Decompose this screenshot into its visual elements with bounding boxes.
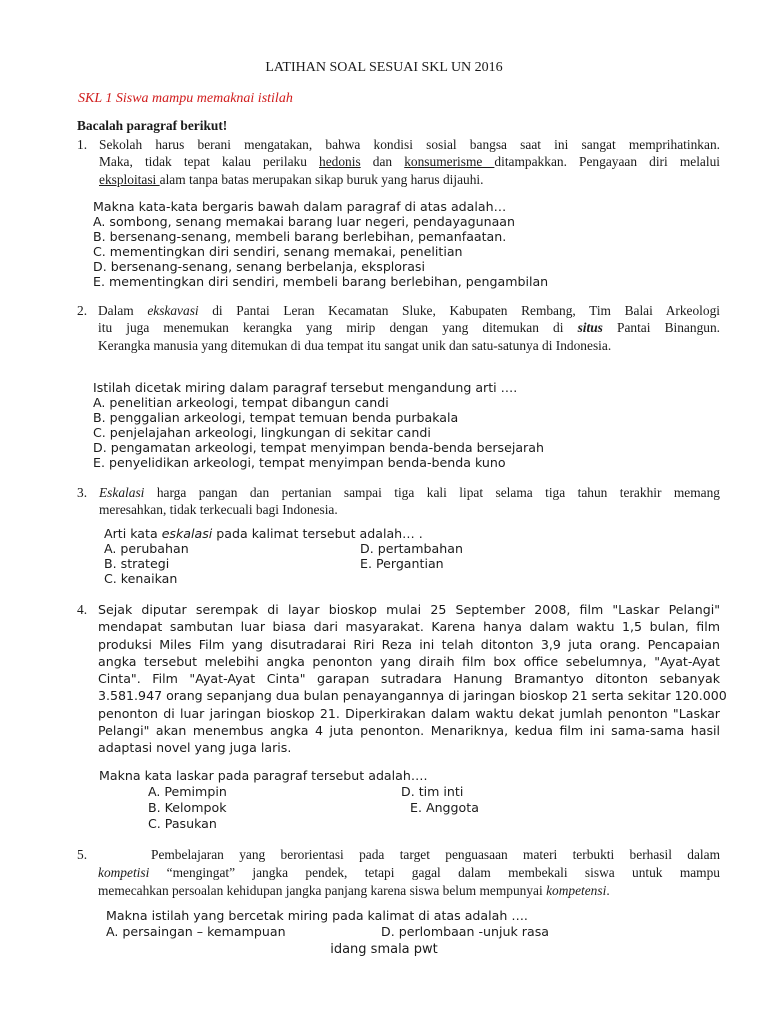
- q5-paragraph: [98, 846, 720, 900]
- q2-line: Kerangka manusia yang ditemukan di dua tempat itu sangat unik dan satu-satunya di Indonesia.: [98, 337, 612, 353]
- q1-paragraph: [99, 136, 720, 188]
- option-item: E. Pergantian: [360, 556, 444, 572]
- q4-line: Sejak diputar serempak di layar bioskop mulai 25 September 2008, film "Laskar Pelangi": [98, 602, 720, 617]
- page-title: LATIHAN SOAL SESUAI SKL UN 2016: [265, 60, 503, 75]
- option-item: D. pengamatan arkeologi, tempat menyimpan benda-benda bersejarah: [93, 440, 544, 456]
- italic-term: kompetensi: [546, 883, 607, 898]
- q1-line: Maka, tidak tepat kalau perilaku hedonis dan konsumerisme ditampakkan. Pengayaan diri melalui: [99, 154, 720, 170]
- option-item: C. Pasukan: [148, 816, 217, 831]
- option-item: A. penelitian arkeologi, tempat dibangun candi: [93, 395, 389, 410]
- option-item: A. persaingan – kemampuan: [106, 924, 286, 939]
- q1-line: Sekolah harus berani mengatakan, bahwa kondisi sosial bangsa saat ini sangat memprihatinkan.: [99, 137, 720, 152]
- q2-line: itu juga menemukan kerangka yang mirip dengan yang ditemukan di situs Pantai Binangun.: [98, 320, 720, 336]
- q3-line: meresahkan, tidak terkecuali bagi Indonesia.: [99, 502, 338, 518]
- option-item: D. tim inti: [401, 784, 464, 799]
- option-item: A. sombong, senang memakai barang luar negeri, pendayagunaan: [93, 214, 515, 229]
- q4-number: 4.: [77, 602, 88, 617]
- q1-options: [93, 214, 548, 289]
- q3-paragraph: [99, 484, 720, 519]
- q4-paragraph: [98, 601, 727, 757]
- italic-term: eskalasi: [161, 526, 213, 541]
- option-item: E. mementingkan diri sendiri, membeli barang berlebihan, pengambilan: [93, 274, 549, 290]
- q2-options: [93, 395, 544, 470]
- q4-line: 3.581.947 orang sepanjang dua bulan penayangannya di jaringan bioskop 21 serta sekitar 120.000: [98, 688, 727, 704]
- underlined-term: eksploitasi: [99, 171, 160, 187]
- q4-line: produksi Miles Film yang disutradarai Riri Reza ini telah ditonton 3,9 juta orang. Pencapaian: [98, 636, 720, 652]
- q2-paragraph: [98, 302, 720, 354]
- q4-line: angka tersebut melebihi angka penonton yang diraih film box office sebelumnya, "Ayat-Ayat: [98, 653, 720, 669]
- option-item: E. penyelidikan arkeologi, tempat menyimpan benda-benda kuno: [93, 455, 506, 471]
- option-item: B. bersenang-senang, membeli barang berlebihan, pemanfaatan.: [93, 229, 507, 245]
- option-item: D. perlombaan -unjuk rasa: [381, 924, 549, 939]
- q1-question: Makna kata-kata bergaris bawah dalam paragraf di atas adalah…: [93, 199, 507, 214]
- instruction-heading: Bacalah paragraf berikut!: [77, 118, 228, 133]
- italic-term: ekskavasi: [147, 303, 199, 318]
- q4-line: adaptasi novel yang juga laris.: [98, 740, 292, 756]
- italic-term: Eskalasi: [99, 485, 145, 500]
- option-item: A. Pemimpin: [148, 784, 227, 799]
- q2-number: 2.: [77, 303, 88, 318]
- q3-number: 3.: [77, 485, 88, 500]
- footer-watermark: idang smala pwt: [330, 942, 438, 957]
- q5-line: memecahkan persoalan kehidupan jangka panjang karena siswa belum mempunyai kompetensi.: [98, 883, 610, 898]
- option-item: A. perubahan: [104, 541, 189, 556]
- option-item: D. pertambahan: [360, 541, 463, 556]
- underlined-term: konsumerisme: [404, 154, 495, 170]
- q4-question: Makna kata laskar pada paragraf tersebut adalah….: [99, 768, 428, 783]
- q2-line: Dalam ekskavasi di Pantai Leran Kecamatan Sluke, Kabupaten Rembang, Tim Balai Arkeologi: [98, 303, 720, 318]
- q5-line: kompetisi “mengingat” jangka pendek, tetapi gagal dalam membekali siswa untuk mampu: [98, 865, 720, 880]
- q3-line: Eskalasi harga pangan dan pertanian sampai tiga kali lipat selama tiga tahun terakhir memang: [99, 485, 720, 500]
- option-item: C. penjelajahan arkeologi, lingkungan di sekitar candi: [93, 425, 431, 441]
- option-item: B. Kelompok: [148, 800, 227, 815]
- q5-line: Pembelajaran yang berorientasi pada target penguasaan materi terbukti berhasil dalam: [151, 847, 720, 862]
- option-item: C. mementingkan diri sendiri, senang memakai, penelitian: [93, 244, 463, 260]
- q1-line: eksploitasi alam tanpa batas merupakan sikap buruk yang harus dijauhi.: [99, 171, 484, 187]
- option-item: D. bersenang-senang, senang berbelanja, eksplorasi: [93, 259, 425, 275]
- q3-options-right: [360, 541, 463, 571]
- q4-line: mendapat sambutan luar biasa dari masyarakat. Karena hanya dalam waktu 1,5 bulan, film: [98, 619, 720, 635]
- skl-heading: SKL 1 Siswa mampu memaknai istilah: [78, 91, 293, 106]
- italic-term: kompetisi: [98, 865, 150, 880]
- q4-line: penonton di luar jaringan bioskop 21. Diperkirakan dalam waktu dekat jumlah penonton "Laskar: [98, 705, 720, 721]
- option-item: B. penggalian arkeologi, tempat temuan benda purbakala: [93, 410, 459, 426]
- q4-options-left: [148, 784, 227, 832]
- q3-question: Arti kata eskalasi pada kalimat tersebut adalah… .: [104, 526, 423, 541]
- q4-line: Cinta". Film "Ayat-Ayat Cinta" garapan sutradara Hanung Bramantyo ditonton sebanyak: [98, 671, 720, 687]
- italic-term: situs: [577, 320, 603, 336]
- q4-line: Pelangi" akan menembus angka 4 juta penonton. Menariknya, kedua film ini sama-sama hasil: [98, 723, 720, 739]
- option-item: E. Anggota: [410, 800, 479, 815]
- underlined-term: hedonis: [319, 154, 361, 170]
- q1-number: 1.: [77, 137, 88, 152]
- q5-number: 5.: [77, 847, 88, 862]
- q3-options-left: [104, 541, 189, 586]
- q5-question: Makna istilah yang bercetak miring pada kalimat di atas adalah ….: [106, 908, 528, 923]
- option-item: B. strategi: [104, 556, 170, 572]
- q2-question: Istilah dicetak miring dalam paragraf tersebut mengandung arti ….: [93, 380, 518, 395]
- option-item: C. kenaikan: [104, 571, 178, 587]
